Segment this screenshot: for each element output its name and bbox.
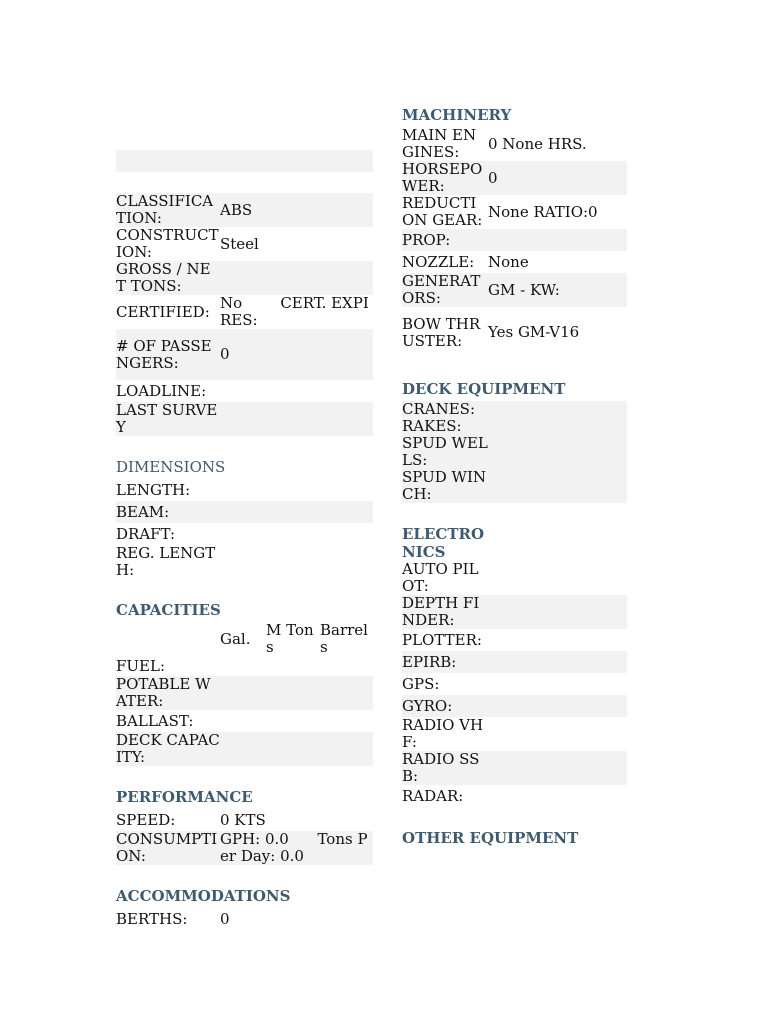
radio-ssb-label: RADIO SSB: [402,751,488,785]
table-row [402,629,627,651]
nozzle-label: NOZZLE: [402,252,475,271]
consumption-gph: GPH: 0.0 [220,830,289,848]
horsepower-value: 0 [488,161,627,195]
gyro-label: GYRO: [402,695,488,717]
table-row [116,523,373,545]
speed-label: SPEED: [116,810,176,829]
capacities-heading: CAPACITIES [116,601,221,619]
fuel-label: FUEL: [116,656,166,675]
table-row [116,831,373,865]
table-row [402,561,627,595]
table-row [402,127,627,161]
spud-winch-label: SPUD WINCH: [402,468,487,503]
table-row [402,717,627,751]
gps-label: GPS: [402,674,440,693]
accommodations-heading: ACCOMMODATIONS [116,887,291,905]
passengers-label: # OF PASSENGERS: [116,329,220,380]
table-row [402,273,627,307]
radio-vhf-label: RADIO VHF: [402,716,484,751]
beam-label: BEAM: [116,501,220,523]
table-row [402,469,627,503]
table-row [402,785,627,807]
last-survey-value [220,402,373,436]
passengers-value: 0 [220,329,373,380]
machinery-heading: MACHINERY [402,106,512,124]
prop-value [488,229,627,251]
machinery-table [402,127,627,358]
generators-value: GM - KW: [488,273,627,307]
radar-label: RADAR: [402,786,464,805]
construction-value: Steel [220,234,259,253]
table-row [402,695,627,717]
potable-water-label: POTABLE WATER: [116,676,220,710]
table-row [402,229,627,251]
table-row [402,307,627,358]
length-label: LENGTH: [116,480,191,499]
other-equipment-heading: OTHER EQUIPMENT [402,829,579,847]
table-row [402,251,627,273]
deck-equipment-heading: DECK EQUIPMENT [402,380,566,398]
table-row [402,595,627,629]
table-row [116,261,373,295]
main-engines-label: MAIN ENGINES: [402,126,477,161]
main-engines-value: 0 None HRS. [488,134,587,153]
table-row [402,435,627,469]
gross-net-tons-label: GROSS / NET TONS: [116,261,220,295]
consumption-cell [220,831,373,865]
table-row [116,380,373,402]
table-row [116,227,373,261]
bow-thruster-value: Yes GM-V16 [488,323,580,341]
certified-value: No [220,294,243,312]
table-row [402,673,627,695]
certified-cell [220,295,373,329]
table-row [116,295,373,329]
deck-equipment-table [402,401,627,503]
auto-pilot-label: AUTO PILOT: [402,560,479,595]
cert-expires-label: CERT. EXPIRES: [220,294,369,329]
table-row [402,161,627,195]
table-row [402,401,627,418]
table-row [116,676,373,710]
spud-wells-label: SPUD WELLS: [402,434,488,469]
table-row [116,402,373,436]
loadline-label: LOADLINE: [116,381,207,400]
construction-label: CONSTRUCTION: [116,226,219,261]
table-row [116,809,373,831]
accommodations-table [116,908,373,930]
col-gal: Gal. [220,629,251,648]
table-row [116,622,373,656]
cranes-label: CRANES: [402,401,488,418]
reduction-gear-label: REDUCTION GEAR: [402,194,483,229]
performance-table [116,809,373,865]
plotter-label: PLOTTER: [402,630,482,649]
table-row [402,651,627,673]
dimensions-table [116,479,373,579]
col-m-tons: M Tons [266,621,314,656]
table-row [116,656,373,676]
left-column [116,150,373,930]
deck-capacity-label: DECK CAPACITY: [116,731,220,766]
horsepower-label: HORSEPOWER: [402,161,488,195]
ballast-label: BALLAST: [116,711,194,730]
table-row [116,908,373,930]
table-row [116,479,373,501]
certified-label: CERTIFIED: [116,302,210,321]
table-row [116,732,373,766]
prop-label: PROP: [402,229,488,251]
berths-value: 0 [220,909,230,928]
table-row [116,193,373,227]
blank-header-bar [116,150,373,172]
general-table [116,193,373,436]
dimensions-heading: DIMENSIONS [116,458,226,476]
table-row [402,418,627,435]
table-row [116,329,373,380]
speed-value: 0 KTS [220,810,266,829]
nozzle-value: None [488,252,529,271]
table-row [402,751,627,785]
consumption-label: CONSUMPTION: [116,831,220,865]
draft-label: DRAFT: [116,524,176,543]
reg-length-label: REG. LENGTH: [116,544,216,579]
electronics-table [402,561,627,807]
generators-label: GENERATORS: [402,273,488,307]
consumption-tons: Tons Per Day: 0.0 [220,830,368,865]
table-row [402,195,627,229]
last-survey-label: LAST SURVEY [116,402,220,436]
table-row [116,710,373,732]
right-column [402,106,627,847]
table-row [116,545,373,579]
table-row [116,501,373,523]
classification-value: ABS [220,193,373,227]
epirb-label: EPIRB: [402,651,488,673]
electronics-heading: ELECTRONICS [402,525,485,561]
classification-label: CLASSIFICATION: [116,193,220,227]
bow-thruster-label: BOW THRUSTER: [402,314,481,350]
loadline-value [220,380,373,402]
rakes-label: RAKES: [402,418,488,435]
col-barrels: Barrels [320,621,368,656]
berths-label: BERTHS: [116,909,188,928]
depth-finder-label: DEPTH FINDER: [402,595,488,629]
gross-net-tons-value [220,261,373,295]
reduction-gear-value: None RATIO:0 [488,202,598,221]
capacities-table [116,622,373,766]
performance-heading: PERFORMANCE [116,788,253,806]
